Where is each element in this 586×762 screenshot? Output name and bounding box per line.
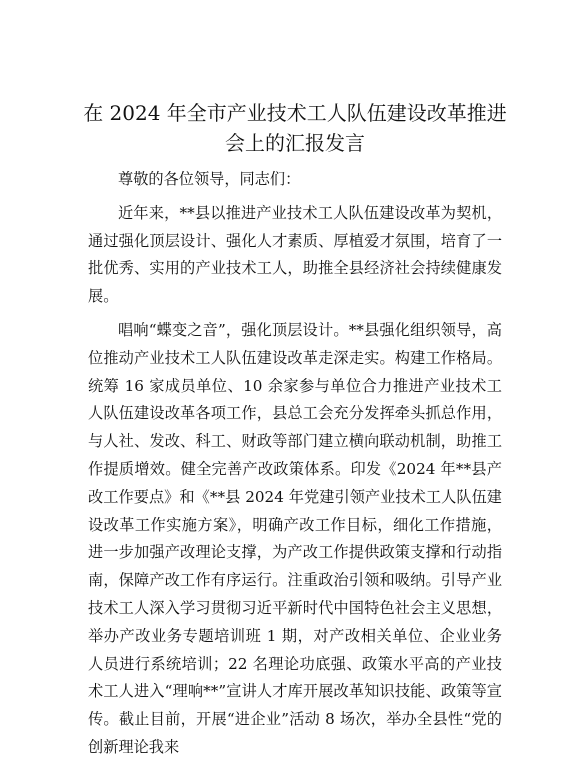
title-line-1: 在 2024 年全市产业技术工人队伍建设改革推进 xyxy=(83,101,507,125)
paragraph-top-level-design: 唱响“蝶变之音”，强化顶层设计。**县强化组织领导，高位推动产业技术工人队伍建设改革走深走实。构建工作格局。统筹 16 家成员单位、10 余家参与单位合力推进产业技术工人队伍建设改革各项工作，县总工会充分发挥牵头抓总作用，与人社、发改、科工、财政等部门建立横向联动机制，助推工作提质增效。健全完善产改政策体系。印发《2024 年**县产改工作要点》和《**县 2024 年党建引领产业技术工人队伍建设改革工作实施方案》，明确产改工作目标，细化工作措施，进一步加强产改理论支撑，为产改工作提供政策支撑和行动指南，保障产改工作有序运行。注重政治引领和吸纳。引导产业技术工人深入学习贯彻习近平新时代中国特色社会主义思想，举办产改业务专题培训班 1 期，对产改相关单位、企业业务人员进行系统培训；22 名理论功底强、政策水平高的产业技术工人进入“理响**”宣讲人才库开展改革知识技能、政策等宣传。截止目前，开展“进企业”活动 8 场次，举办全县性“党的创新理论我来 xyxy=(88,320,502,756)
document-body xyxy=(88,166,502,762)
document-title xyxy=(80,98,510,158)
paragraph-intro: 近年来，**县以推进产业技术工人队伍建设改革为契机，通过强化顶层设计、强化人才素质、厚植爱才氛围，培育了一批优秀、实用的产业技术工人，助推全县经济社会持续健康发展。 xyxy=(88,203,502,306)
title-line-2: 会上的汇报发言 xyxy=(225,131,365,155)
greeting: 尊敬的各位领导，同志们： xyxy=(118,170,301,188)
